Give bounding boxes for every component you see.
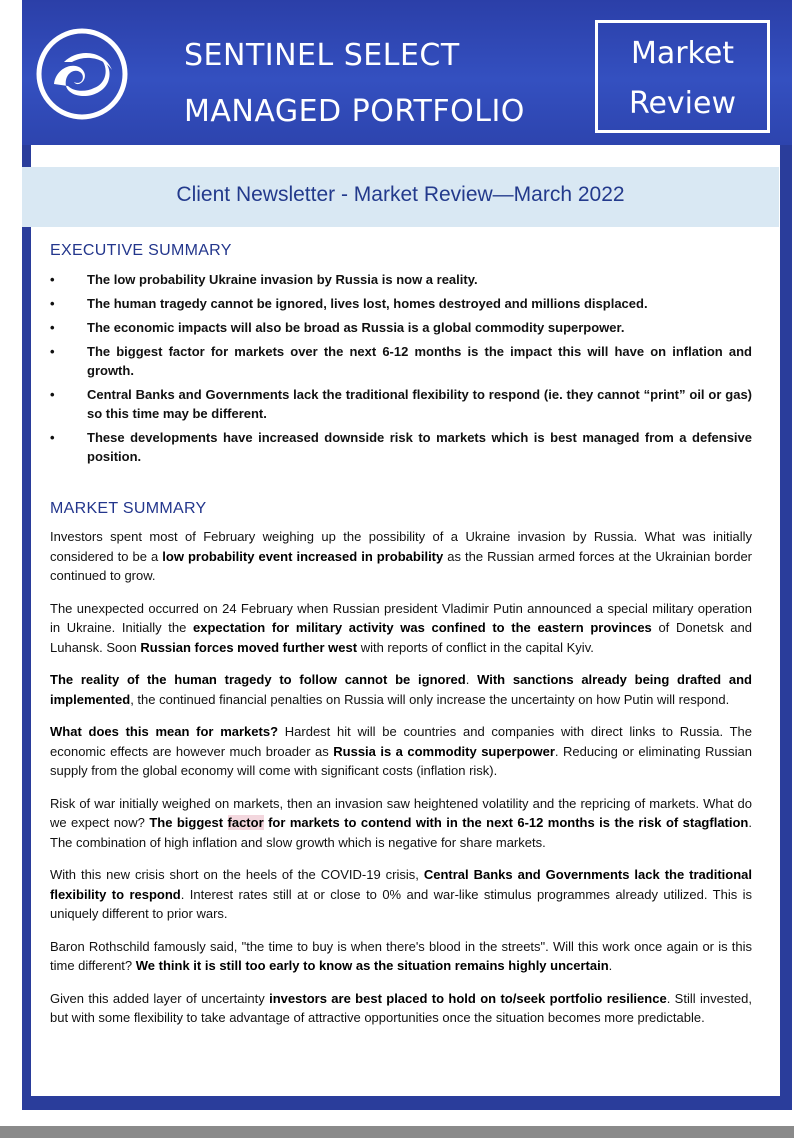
bullet-icon: • — [50, 272, 55, 287]
header — [22, 0, 792, 145]
portfolio-title — [184, 28, 525, 140]
list-item: • The biggest factor for markets over the next 6-12 months is the impact this will have on inflation and growth. — [50, 344, 752, 378]
paragraph: Risk of war initially weighed on markets, then an invasion saw heightened volatility and the repricing of markets. What do we expect now? The biggest factor for markets to contend with in the next 6-12 months is the risk of stagflation. The combination of high inflation and slow growth which is negative for share markets. — [50, 795, 752, 850]
newsletter-banner — [22, 167, 779, 227]
bullet-icon: • — [50, 296, 55, 311]
content-area — [31, 145, 780, 1096]
badge-line-2: Review — [628, 86, 737, 121]
bullet-icon: • — [50, 387, 55, 402]
list-item: • The low probability Ukraine invasion by Russia is now a reality. — [50, 272, 478, 287]
paragraph: Given this added layer of uncertainty investors are best placed to hold on to/seek portfolio resilience. Still invested, but with some flexibility to take advantage of attractive opportunities once the situation becomes more predictable. — [50, 990, 752, 1025]
page-bottom-bar — [0, 1126, 794, 1138]
list-item: • These developments have increased downside risk to markets which is best managed from a defensive position. — [50, 430, 752, 464]
list-item: • Central Banks and Governments lack the traditional flexibility to respond (ie. they cannot “print” oil or gas) so this time may be different. — [50, 387, 752, 421]
paragraph: The reality of the human tragedy to follow cannot be ignored. With sanctions already being drafted and implemented, the continued financial penalties on Russia will only increase the uncertainty on how Putin will respond. — [50, 672, 752, 707]
list-item: • The economic impacts will also be broad as Russia is a global commodity superpower. — [50, 320, 625, 335]
banner-title: Client Newsletter - Market Review—March 2022 — [176, 183, 625, 206]
paragraph: Investors spent most of February weighing up the possibility of a Ukraine invasion by Russia. What was initially considered to be a low probability event increased in probability as the Russian armed forces at the Ukrainian border continued to grow. — [50, 529, 752, 583]
market-review-badge — [595, 20, 770, 133]
sentinel-logo-icon — [34, 26, 130, 122]
paragraph: Baron Rothschild famously said, "the time to buy is when there's blood in the streets". Will this work once again or is this time different? We think it is still too early to know as the situation remains highly uncertain. — [50, 938, 752, 973]
bullet-icon: • — [50, 320, 55, 335]
paragraph: What does this mean for markets? Hardest hit will be countries and companies with direct links to Russia. The economic effects are however much broader as Russia is a commodity superpower. Reducing or eliminating Russian supply from the global economy will come with significant costs (inflation risk). — [50, 724, 752, 778]
list-item: • The human tragedy cannot be ignored, lives lost, homes destroyed and millions displaced. — [50, 296, 648, 311]
highlighted-word: factor — [227, 815, 264, 830]
badge-line-1: Market — [630, 36, 735, 71]
market-summary-body — [50, 527, 752, 1041]
paragraph: With this new crisis short on the heels of the COVID-19 crisis, Central Banks and Governments lack the traditional flexibility to respond. Interest rates still at or close to 0% and war-like stimulus programmes already utilized. This is uniquely different to prior wars. — [50, 867, 753, 921]
executive-summary-heading: EXECUTIVE SUMMARY — [50, 242, 232, 259]
bullet-icon: • — [50, 430, 55, 445]
executive-summary-list — [50, 270, 752, 471]
market-summary-heading: MARKET SUMMARY — [50, 500, 207, 517]
title-line-1: SENTINEL SELECT — [184, 38, 460, 73]
paragraph: The unexpected occurred on 24 February when Russian president Vladimir Putin announced a special military operation in Ukraine. Initially the expectation for military activity was confined to the eastern provinces of Donetsk and Luhansk. Soon Russian forces moved further west with reports of conflict in the capital Kyiv. — [50, 600, 752, 655]
title-line-2: MANAGED PORTFOLIO — [184, 94, 525, 129]
bullet-icon: • — [50, 344, 55, 359]
page-frame — [22, 0, 792, 1110]
